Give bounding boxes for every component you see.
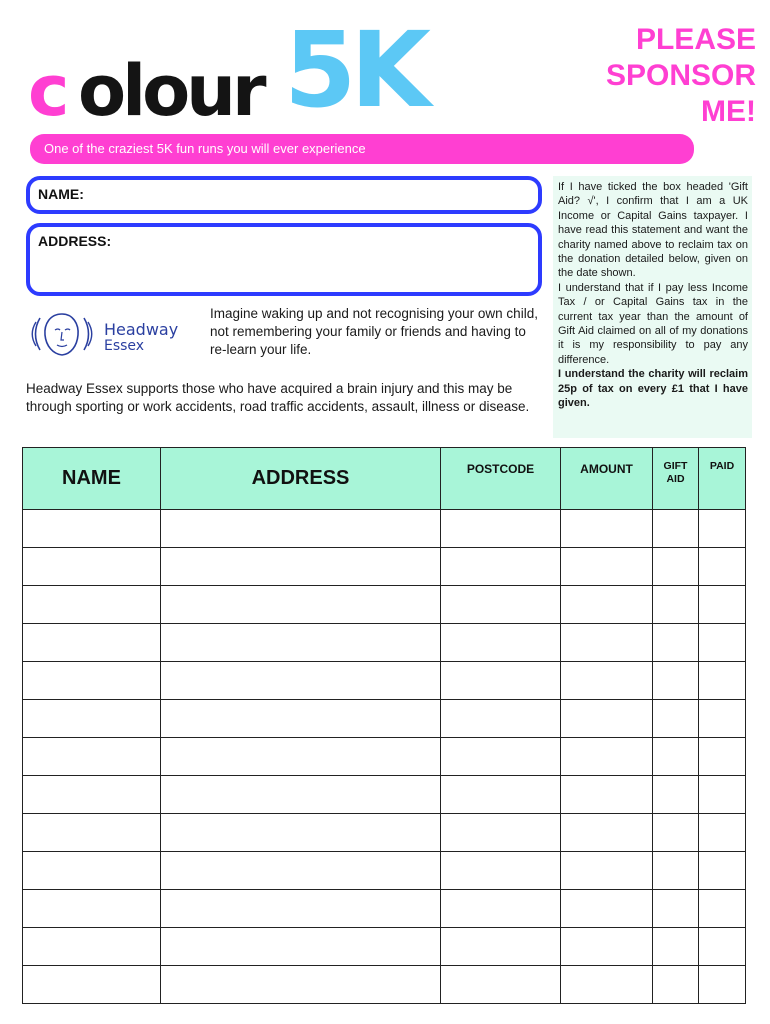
headway-essex-logo [28, 308, 188, 360]
address-cell[interactable] [161, 548, 441, 586]
table-header-row [23, 448, 746, 510]
amount-cell[interactable] [561, 738, 653, 776]
postcode-cell[interactable] [441, 662, 561, 700]
headway-face-icon [28, 308, 98, 360]
table-row [23, 586, 746, 624]
logo-c: c [28, 50, 66, 132]
amount-cell[interactable] [561, 624, 653, 662]
paid-cell[interactable] [699, 662, 746, 700]
name-cell[interactable] [23, 624, 161, 662]
imagine-paragraph: Imagine waking up and not recognising your own child, not remembering your family or friends and having to re-learn your life. [210, 306, 538, 357]
table-row [23, 966, 746, 1004]
postcode-cell[interactable] [441, 738, 561, 776]
name-field[interactable] [26, 176, 542, 214]
address-label: ADDRESS: [38, 233, 112, 249]
address-field[interactable] [26, 223, 542, 296]
name-cell[interactable] [23, 814, 161, 852]
name-cell[interactable] [23, 548, 161, 586]
gift-aid-cell[interactable] [653, 624, 699, 662]
name-cell[interactable] [23, 966, 161, 1004]
address-cell[interactable] [161, 776, 441, 814]
postcode-cell[interactable] [441, 776, 561, 814]
address-cell[interactable] [161, 586, 441, 624]
paid-cell[interactable] [699, 776, 746, 814]
essex-text: Essex [104, 338, 145, 354]
address-cell[interactable] [161, 662, 441, 700]
amount-cell[interactable] [561, 966, 653, 1004]
name-cell[interactable] [23, 890, 161, 928]
gift-aid-cell[interactable] [653, 890, 699, 928]
header-gift-aid-text: GIFT AID [663, 460, 688, 485]
gift-aid-cell[interactable] [653, 548, 699, 586]
gift-aid-cell[interactable] [653, 776, 699, 814]
logo-5k: 5K [284, 9, 425, 131]
tagline-banner: One of the craziest 5K fun runs you will ever experience [30, 134, 694, 164]
gift-aid-cell[interactable] [653, 662, 699, 700]
amount-cell[interactable] [561, 776, 653, 814]
header-paid: PAID [699, 448, 746, 510]
sponsor-line-1: PLEASE [635, 23, 756, 56]
colour5k-logo [28, 9, 448, 132]
amount-cell[interactable] [561, 814, 653, 852]
header-name: NAME [23, 448, 161, 510]
gift-aid-cell[interactable] [653, 814, 699, 852]
address-cell[interactable] [161, 700, 441, 738]
paid-cell[interactable] [699, 738, 746, 776]
address-cell[interactable] [161, 966, 441, 1004]
paid-cell[interactable] [699, 928, 746, 966]
gift-aid-para-3: I understand the charity will reclaim 25p of tax on every £1 that I have given. [558, 368, 748, 410]
address-cell[interactable] [161, 624, 441, 662]
gift-aid-cell[interactable] [653, 852, 699, 890]
gift-aid-cell[interactable] [653, 700, 699, 738]
name-cell[interactable] [23, 586, 161, 624]
table-row [23, 852, 746, 890]
table-row [23, 662, 746, 700]
header-address: ADDRESS [161, 448, 441, 510]
postcode-cell[interactable] [441, 510, 561, 548]
postcode-cell[interactable] [441, 852, 561, 890]
address-cell[interactable] [161, 928, 441, 966]
amount-cell[interactable] [561, 928, 653, 966]
amount-cell[interactable] [561, 852, 653, 890]
postcode-cell[interactable] [441, 700, 561, 738]
gift-aid-declaration [553, 176, 752, 438]
gift-aid-cell[interactable] [653, 966, 699, 1004]
postcode-cell[interactable] [441, 814, 561, 852]
gift-aid-para-2: I understand that if I pay less Income Tax / or Capital Gains tax in the current tax year than the amount of Gift Aid claimed on all of my donations it is my responsibility to pay any difference. [558, 281, 748, 366]
name-cell[interactable] [23, 852, 161, 890]
header-postcode: POSTCODE [441, 448, 561, 510]
logo-olour: olour [78, 50, 263, 132]
address-cell[interactable] [161, 510, 441, 548]
table-row [23, 548, 746, 586]
paid-cell[interactable] [699, 586, 746, 624]
sponsor-table [22, 447, 746, 1004]
postcode-cell[interactable] [441, 890, 561, 928]
amount-cell[interactable] [561, 510, 653, 548]
paid-cell[interactable] [699, 624, 746, 662]
address-cell[interactable] [161, 890, 441, 928]
paid-cell[interactable] [699, 814, 746, 852]
header-gift-aid [653, 448, 699, 510]
supports-paragraph: Headway Essex supports those who have acquired a brain injury and this may be through sporting or work accidents, road traffic accidents, assault, illness or disease. [26, 381, 530, 414]
name-cell[interactable] [23, 776, 161, 814]
gift-aid-cell[interactable] [653, 510, 699, 548]
amount-cell[interactable] [561, 890, 653, 928]
table-row [23, 776, 746, 814]
gift-aid-cell[interactable] [653, 738, 699, 776]
paid-cell[interactable] [699, 510, 746, 548]
address-cell[interactable] [161, 738, 441, 776]
paid-cell[interactable] [699, 548, 746, 586]
gift-aid-cell[interactable] [653, 586, 699, 624]
paid-cell[interactable] [699, 966, 746, 1004]
table-row [23, 624, 746, 662]
name-cell[interactable] [23, 700, 161, 738]
table-row [23, 814, 746, 852]
table-row [23, 890, 746, 928]
postcode-cell[interactable] [441, 928, 561, 966]
sponsor-line-2: SPONSOR [605, 59, 756, 92]
amount-cell[interactable] [561, 662, 653, 700]
table-row [23, 928, 746, 966]
address-cell[interactable] [161, 852, 441, 890]
postcode-cell[interactable] [441, 624, 561, 662]
name-cell[interactable] [23, 662, 161, 700]
headway-text: Headway [104, 320, 179, 339]
please-sponsor-me-heading [556, 22, 756, 130]
postcode-cell[interactable] [441, 586, 561, 624]
amount-cell[interactable] [561, 586, 653, 624]
postcode-cell[interactable] [441, 966, 561, 1004]
sponsor-line-3: ME! [701, 95, 756, 128]
name-cell[interactable] [23, 510, 161, 548]
name-cell[interactable] [23, 928, 161, 966]
name-label: NAME: [38, 186, 84, 202]
amount-cell[interactable] [561, 548, 653, 586]
gift-aid-para-1: If I have ticked the box headed 'Gift Aid? √', I confirm that I am a UK Income or Capital Gains taxpayer. I have read this statement and want the charity named above to reclaim tax on the donation detailed below, given on the date shown. [558, 181, 748, 280]
table-row [23, 738, 746, 776]
header-amount: AMOUNT [561, 448, 653, 510]
paid-cell[interactable] [699, 852, 746, 890]
postcode-cell[interactable] [441, 548, 561, 586]
table-row [23, 700, 746, 738]
paid-cell[interactable] [699, 890, 746, 928]
amount-cell[interactable] [561, 700, 653, 738]
table-row [23, 510, 746, 548]
gift-aid-cell[interactable] [653, 928, 699, 966]
address-cell[interactable] [161, 814, 441, 852]
name-cell[interactable] [23, 738, 161, 776]
paid-cell[interactable] [699, 700, 746, 738]
